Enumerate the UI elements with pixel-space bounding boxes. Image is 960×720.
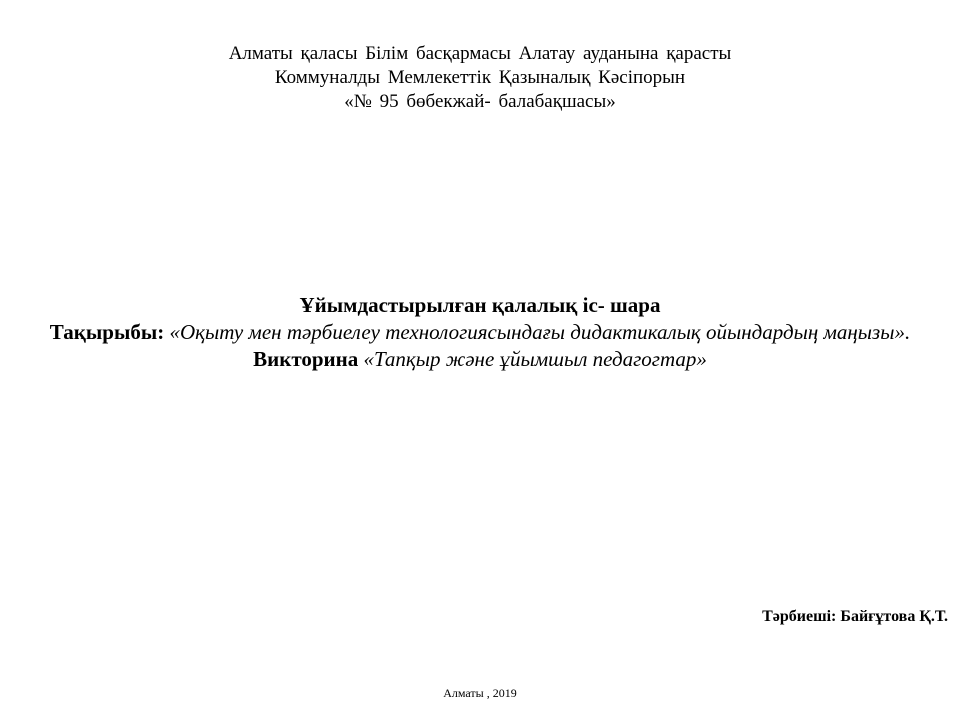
header-line-city-department: Алматы қаласы Білім басқармасы Алатау ауданына қарасты (228, 43, 732, 64)
teacher-signature: Тәрбиеші: Байғұтова Қ.Т. (762, 608, 948, 625)
event-quiz (36, 346, 924, 373)
event-block (36, 292, 924, 373)
quiz-label: Викторина (253, 347, 359, 371)
event-title: Ұйымдастырылған қалалық іс- шара (299, 293, 661, 317)
footer-place-year: Алматы , 2019 (443, 686, 517, 700)
institution-header (0, 42, 960, 114)
quiz-text: «Тапқыр және ұйымшыл педагогтар» (363, 347, 707, 371)
header-line-kindergarten: «№ 95 бөбекжай- балабақшасы» (344, 91, 616, 112)
topic-label: Тақырыбы: (49, 320, 165, 344)
event-topic (36, 319, 924, 346)
topic-text: «Оқыту мен тәрбиелеу технологиясындағы дидактикалық ойындардың маңызы». (169, 320, 911, 344)
header-line-enterprise: Коммуналды Мемлекеттік Қазыналық Кәсіпорын (274, 67, 686, 88)
